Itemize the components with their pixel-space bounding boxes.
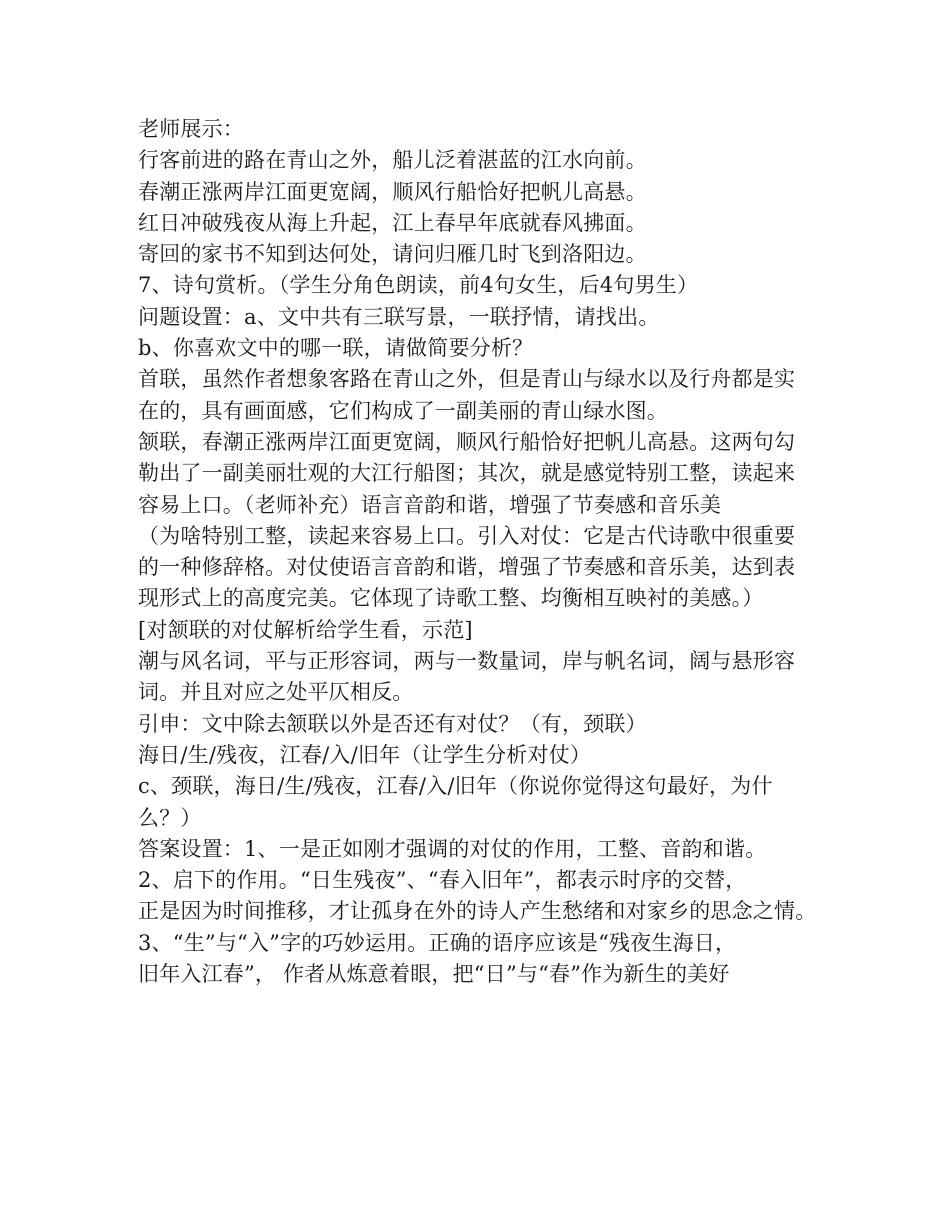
text-line: 现形式上的高度完美。它体现了诗歌工整、均衡相互映衬的美感。）	[138, 586, 764, 611]
text-line: 引申：文中除去颔联以外是否还有对仗？（有，颈联）	[138, 711, 647, 736]
text-line: 勒出了一副美丽壮观的大江行船图；其次，就是感觉特别工整，读起来	[138, 461, 796, 486]
text-line: 春潮正涨两岸江面更宽阔，顺风行船恰好把帆儿高悬。	[138, 179, 647, 204]
text-line: 3、“生”与“入”字的巧妙运用。正确的语序应该是“残夜生海日，	[138, 930, 737, 955]
document-body	[138, 114, 828, 990]
text-line: 答案设置：1、一是正如刚才强调的对仗的作用，工整、音韵和谐。	[138, 836, 767, 861]
text-line: 词。并且对应之处平仄相反。	[138, 680, 414, 705]
text-line: 寄回的家书不知到达何处，请问归雁几时飞到洛阳边。	[138, 242, 647, 267]
text-line: 行客前进的路在青山之外，船儿泛着湛蓝的江水向前。	[138, 148, 647, 173]
text-line: 容易上口。（老师补充）语言音韵和谐，增强了节奏感和音乐美	[138, 492, 722, 517]
text-line: 红日冲破残夜从海上升起，江上春早年底就春风拂面。	[138, 210, 647, 235]
text-line: 7、诗句赏析。（学生分角色朗读，前4句女生，后4句男生）	[138, 273, 699, 298]
text-line: （为啥特别工整，读起来容易上口。引入对仗：它是古代诗歌中很重要	[138, 523, 796, 548]
text-line: c、颈联，海日/生/残夜，江春/入/旧年（你说你觉得这句最好，为什	[138, 774, 773, 799]
text-line: 的一种修辞格。对仗使语言音韵和谐，增强了节奏感和音乐美，达到表	[138, 555, 796, 580]
text-line: 2、启下的作用。“日生残夜”、“春入旧年”，都表示时序的交替，	[138, 868, 747, 893]
text-line: 海日/生/残夜，江春/入/旧年（让学生分析对仗）	[138, 742, 592, 767]
text-line: [对颔联的对仗解析给学生看，示范]	[138, 617, 473, 642]
text-line: 正是因为时间推移，才让孤身在外的诗人产生愁绪和对家乡的思念之情。	[138, 899, 817, 924]
text-line: 潮与风名词，平与正形容词，两与一数量词，岸与帆名词，阔与悬形容	[138, 649, 796, 674]
text-line: 问题设置：a、文中共有三联写景，一联抒情，请找出。	[138, 304, 660, 329]
text-line: 么？）	[138, 805, 202, 830]
text-line: 老师展示：	[138, 117, 244, 141]
text-line: 首联，虽然作者想象客路在青山之外，但是青山与绿水以及行舟都是实	[138, 367, 796, 392]
text-line: 在的，具有画面感，它们构成了一副美丽的青山绿水图。	[138, 398, 668, 423]
text-line: b、你喜欢文中的哪一联，请做简要分析？	[138, 336, 534, 361]
text-line: 颔联，春潮正涨两岸江面更宽阔，顺风行船恰好把帆儿高悬。这两句勾	[138, 429, 796, 454]
text-line: 旧年入江春”， 作者从炼意着眼，把“日”与“春”作为新生的美好	[138, 962, 730, 987]
